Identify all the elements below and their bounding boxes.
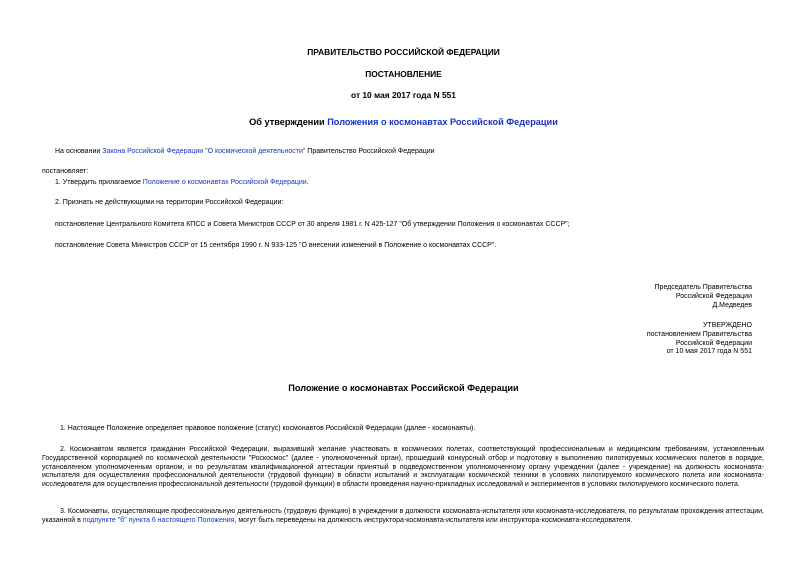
regulation-p3 [42, 508, 764, 526]
item-1-prefix: 1. Утвердить прилагаемое [55, 179, 143, 186]
regulation-title: Положение о космонавтах Российской Федерации [288, 383, 519, 393]
item-1-suffix: . [306, 179, 309, 186]
approved-date: от 10 мая 2017 года N 551 [666, 348, 752, 356]
regulation-link[interactable]: Положение о космонавтах Российской Федерации [142, 179, 307, 186]
signature-block [452, 284, 752, 310]
title-prefix: Об утверждении [249, 117, 328, 127]
signature-org: Российской Федерации [675, 292, 752, 300]
document-type: ПОСТАНОВЛЕНИЕ [365, 69, 442, 79]
approved-by: постановлением Правительства [646, 330, 752, 338]
signature-position: Председатель Правительства [654, 284, 752, 291]
regulation-p1: 1. Настоящее Положение определяет правовое положение (статус) космонавтов Российской Федерации (далее - космонавты). [60, 425, 476, 432]
p3-suffix: , могут быть переведены на должность инструктора-космонавта-испытателя или инструктора-космонавта-исследователя. [234, 516, 633, 524]
item-2a: постановление Центрального Комитета КПСС и Совета Министров СССР от 30 апреля 1981 г. N 425-127 "Об утверждении Положения о космонавтах СССР"; [55, 221, 570, 228]
subpoint-link[interactable]: подпункте "б" пункта 6 настоящего Положения [82, 516, 235, 524]
regulation-p2: 2. Космонавтом является гражданин Российской Федерации, выразивший желание участвовать в космических полетах, соответствующий профессиональным и медицинским требованиям, установленным Государственной корпорацией по космической деятельности "Роскосмос" (далее - уполномоченный орган), прошедший конкурсный отбор и подготовку к выполнению пилотируемых космических полетов в порядке, установленном уполномоченным органом, и по результатам квалификационной аттестации принятый в подведомственном уполномоченному органу учреждении (далее - учреждение) на должность космонавта-испытателя для осуществления профессиональной деятельности (трудовой функции) в области испытаний и эксплуатации космической техники в условиях пилотируемого космического полета или космонавта-исследователя для осуществления профессиональной деятельности (трудовой функции) в области проведения научно-прикладных исследований и экспериментов в условиях пилотируемого космического полета. [42, 446, 764, 488]
item-2: 2. Признать не действующими на территории Российской Федерации: [55, 199, 284, 206]
decides-label: постановляет: [42, 168, 89, 175]
document-title [0, 117, 807, 129]
preamble [55, 148, 435, 157]
item-2b: постановление Совета Министров СССР от 15 сентября 1990 г. N 933-125 "О внесении изменений в Положение о космонавтах СССР". [55, 242, 497, 249]
item-1 [55, 179, 309, 188]
p3-prefix: 3. Космонавты, осуществляющие профессиональную деятельность (трудовую функцию) в учреждении в должности космонавта-испытателя или космонавта-исследователя, по результатам прохождения аттестации, указанной в [42, 508, 766, 524]
preamble-text-2: Правительство Российской Федерации [305, 148, 435, 155]
law-link[interactable]: Закона Российской Федерации "О космической деятельности" [102, 148, 306, 155]
title-link[interactable]: Положения о космонавтах Российской Федерации [327, 117, 558, 127]
approved-org: Российской Федерации [675, 339, 752, 347]
government-name: ПРАВИТЕЛЬСТВО РОССИЙСКОЙ ФЕДЕРАЦИИ [307, 47, 500, 57]
signature-name: Д.Медведев [712, 301, 752, 309]
approved-block [452, 322, 752, 357]
preamble-text-1: На основании [55, 148, 103, 155]
approved-label: УТВЕРЖДЕНО [702, 322, 752, 329]
document-date: от 10 мая 2017 года N 551 [351, 90, 456, 100]
